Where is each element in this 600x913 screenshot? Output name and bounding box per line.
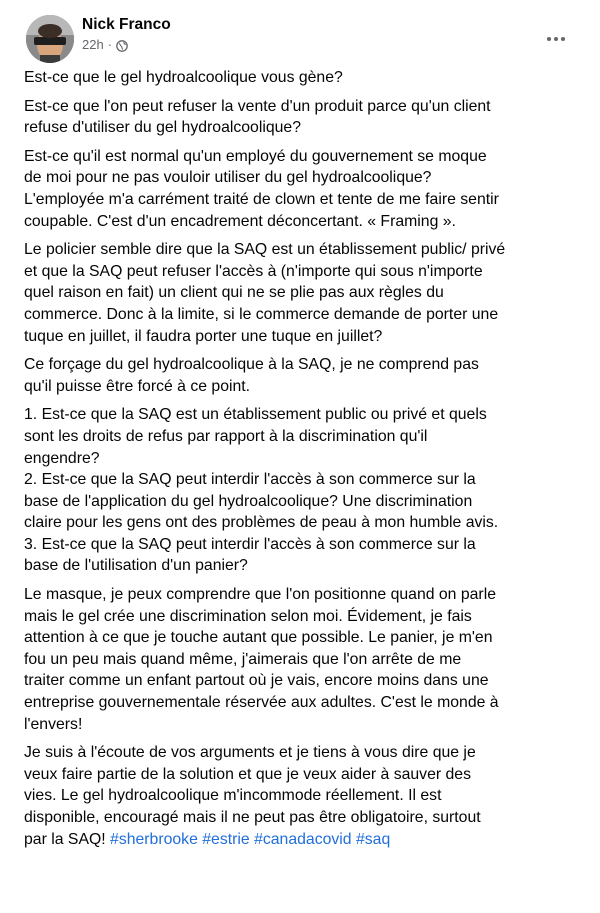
post-body bbox=[24, 67, 572, 857]
post-text-line: claire pour les gens ont des problèmes de peau à mon humble avis. bbox=[24, 514, 499, 532]
post-text-line: base de l'utilisation d'un panier? bbox=[24, 557, 248, 575]
post-paragraph bbox=[24, 96, 572, 139]
post-text-line: fou un peu mais quand même, j'aimerais que l'on arrête de me bbox=[24, 650, 462, 668]
post-text-line: 3. Est-ce que la SAQ peut interdir l'accès à son commerce sur la bbox=[24, 535, 476, 553]
post-paragraph bbox=[24, 354, 572, 397]
post-text-line: attention à ce que je touche autant que possible. Le panier, je m'en bbox=[24, 629, 493, 647]
post-meta bbox=[82, 36, 171, 53]
post-header bbox=[16, 12, 584, 60]
post-paragraph bbox=[24, 584, 572, 735]
post-text-line: 1. Est-ce que la SAQ est un établissement public ou privé et quels bbox=[24, 406, 487, 424]
post-paragraph bbox=[24, 404, 572, 577]
post-paragraph bbox=[24, 742, 572, 850]
post-text-line: disponible, encouragé mais il ne peut pas être obligatoire, surtout bbox=[24, 809, 481, 826]
meta-separator: · bbox=[107, 37, 113, 52]
post-text-line: Je suis à l'écoute de vos arguments et je tiens à vous dire que je bbox=[24, 744, 476, 762]
post-text-line: Ce forçage du gel hydroalcoolique à la SAQ, je ne comprend pas bbox=[24, 356, 479, 374]
post-text-line: qu'il puisse être forcé à ce point. bbox=[24, 377, 251, 395]
hashtag-link[interactable]: #canadacovid bbox=[254, 830, 352, 848]
avatar-image bbox=[26, 15, 74, 63]
hashtag-link[interactable]: #sherbrooke bbox=[110, 830, 198, 848]
post-text-line: entreprise gouvernementale réservée aux adultes. C'est le monde à bbox=[24, 694, 499, 712]
post-text-line: tuque en juillet, il faudra porter une tuque en juillet? bbox=[24, 327, 383, 345]
post-text-line: Le policier semble dire que la SAQ est un établissement public/ privé bbox=[24, 241, 506, 259]
post-text-line: Est-ce qu'il est normal qu'un employé du gouvernement se moque bbox=[24, 147, 487, 165]
post-text-line: Est-ce que l'on peut refuser la vente d'un produit parce qu'un client bbox=[24, 97, 491, 115]
globe-icon[interactable] bbox=[116, 39, 128, 51]
author-block bbox=[82, 15, 171, 53]
author-avatar[interactable] bbox=[26, 15, 74, 63]
post-options-button[interactable] bbox=[538, 20, 574, 56]
post-text-line: sont les droits de refus par rapport à la discrimination qu'il bbox=[24, 427, 428, 445]
post-text-line-with-hashtags bbox=[24, 829, 572, 851]
post-paragraph bbox=[24, 146, 572, 232]
post-text-line: 2. Est-ce que la SAQ peut interdir l'accès à son commerce sur la bbox=[24, 471, 476, 489]
post-text-line: L'employée m'a carrément traité de clown et tente de me faire sentir bbox=[24, 190, 499, 208]
post-text-line: veux faire partie de la solution et que je veux aider à sauver des bbox=[24, 765, 471, 783]
post-text-line: coupable. C'est d'un encadrement déconcertant. « Framing ». bbox=[24, 212, 456, 230]
post-text-line: commerce. Donc à la limite, si le commerce demande de porter une bbox=[24, 305, 499, 323]
more-horizontal-icon bbox=[546, 29, 566, 47]
hashtag-link[interactable]: #estrie bbox=[202, 830, 250, 848]
post-text-line: l'envers! bbox=[24, 715, 83, 733]
post-timestamp[interactable]: 22h bbox=[82, 37, 104, 52]
post-text-line: traiter comme un enfant partout où je vais, encore moins dans une bbox=[24, 672, 489, 690]
post-text-fragment: par la SAQ! bbox=[24, 830, 111, 848]
post-text-line: mais le gel crée une discrimination selon moi. Évidement, je fais bbox=[24, 607, 472, 625]
post-text-line: et que la SAQ peut refuser l'accès à (n'importe qui sous n'importe bbox=[24, 262, 483, 280]
post-text-line: refuse d'utiliser du gel hydroalcoolique? bbox=[24, 119, 302, 137]
post-text-line: vies. Le gel hydroalcoolique m'incommode réellement. Il est bbox=[24, 787, 442, 805]
post-paragraph bbox=[24, 67, 572, 89]
hashtag-link[interactable]: #saq bbox=[355, 830, 391, 848]
post-text-line: base de l'application du gel hydroalcoolique? Une discrimination bbox=[24, 492, 473, 510]
post-text-line: quel raison en fait) un client qui ne se plie pas aux règles du bbox=[24, 284, 444, 302]
author-name[interactable]: Nick Franco bbox=[82, 16, 171, 33]
post-text-line: engendre? bbox=[24, 449, 100, 467]
post-text-line: de moi pour ne pas vouloir utiliser du gel hydroalcoolique? bbox=[24, 169, 432, 187]
post-text-line: Est-ce que le gel hydroalcoolique vous gène? bbox=[24, 69, 343, 86]
post-text-line: Le masque, je peux comprendre que l'on positionne quand on parle bbox=[24, 586, 496, 604]
post-paragraph bbox=[24, 239, 572, 347]
